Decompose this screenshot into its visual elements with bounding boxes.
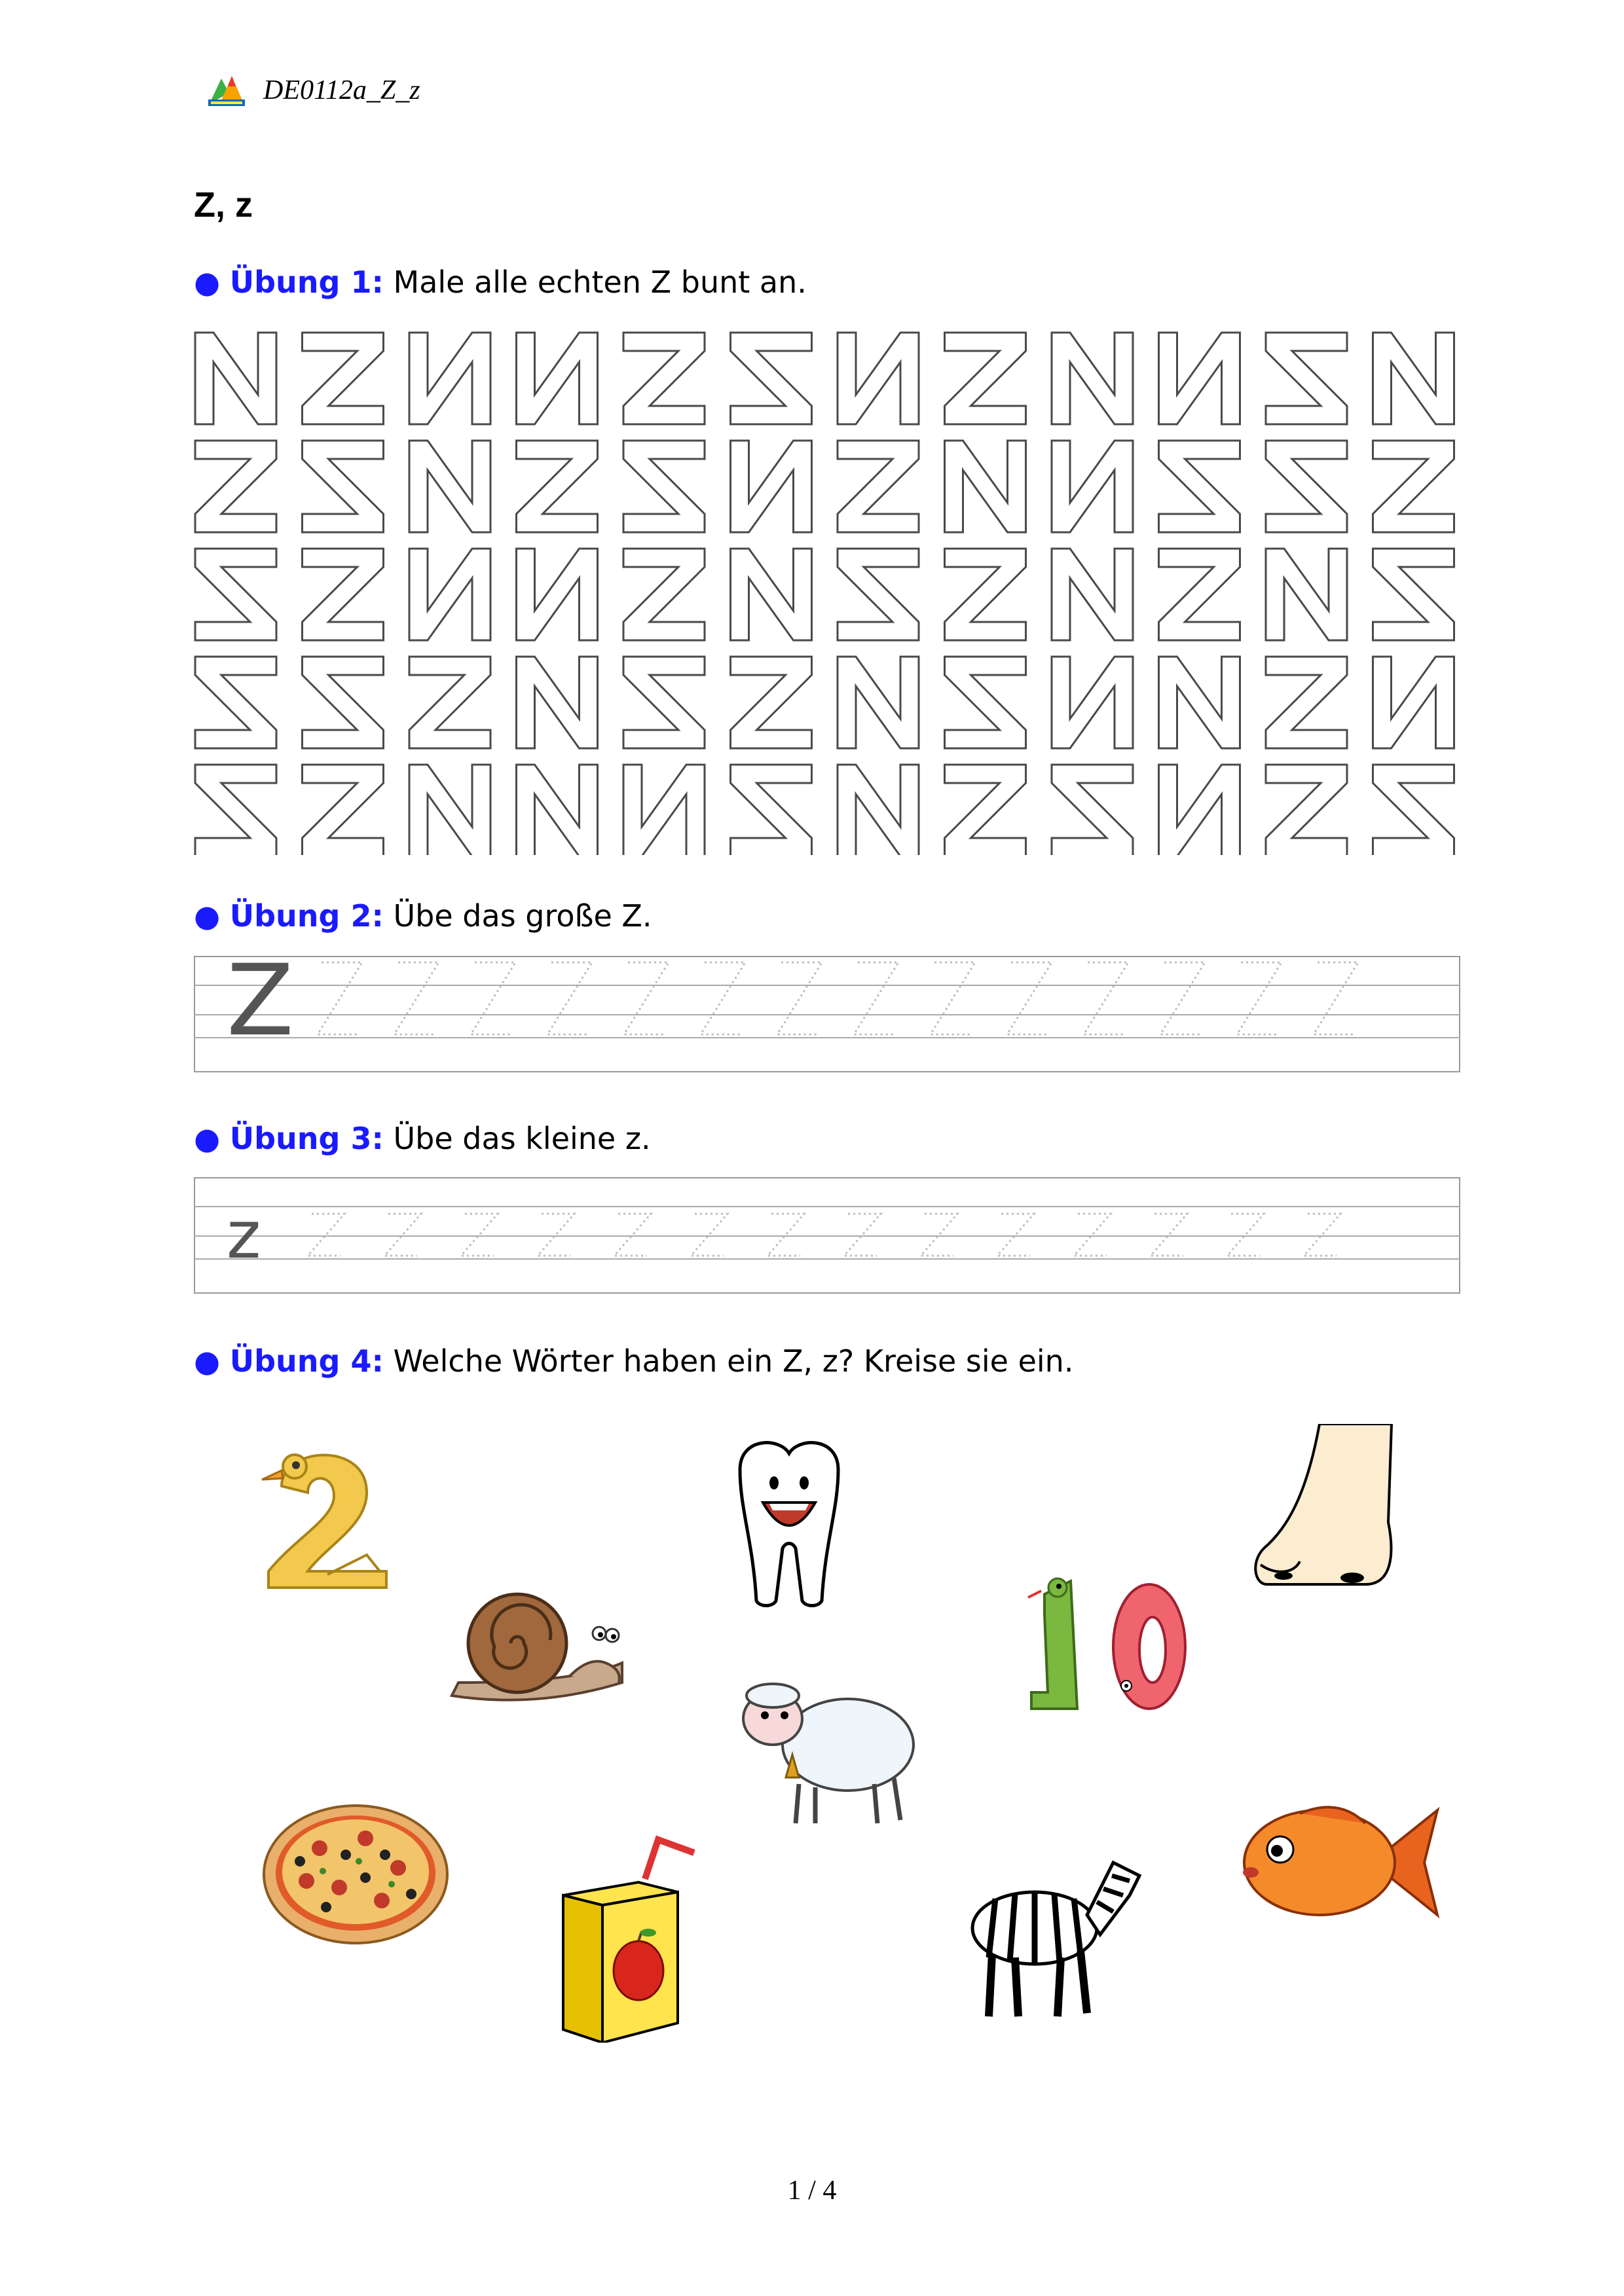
trace-letter[interactable] [701,962,745,1034]
exercise-3-instruction [194,1121,651,1156]
page-number: 1 / 4 [787,2176,837,2206]
grid-letter[interactable] [1373,549,1454,640]
letter-grid [194,331,1458,855]
grid-letter[interactable] [731,549,812,640]
grid-letter[interactable] [838,549,919,640]
grid-letter[interactable] [409,657,490,748]
trace-letter[interactable] [767,1214,804,1256]
grid-letter[interactable] [303,333,384,424]
pizza-icon[interactable] [261,1802,451,1946]
trace-letter[interactable] [921,1214,957,1256]
grid-letter[interactable] [1266,441,1347,532]
trace-letter[interactable] [471,962,515,1034]
lowercase-tracing-lines[interactable] [194,1177,1460,1294]
trace-letter[interactable] [997,1214,1034,1256]
bullet: ● [194,264,221,300]
trace-letter[interactable] [1151,1214,1187,1256]
trace-letter[interactable] [777,962,822,1034]
exercise-label: Übung 1: [229,264,384,300]
grid-letter[interactable] [945,549,1026,640]
grid-letter[interactable] [623,333,705,424]
exercise-text: Übe das große Z. [383,898,652,934]
grid-letter[interactable] [838,657,919,748]
trace-letter[interactable] [1227,1214,1264,1256]
model-letter: Z [227,956,294,1058]
grid-letter[interactable] [195,549,276,640]
grid-letter[interactable] [1159,333,1240,424]
trace-letter[interactable] [461,1214,498,1256]
grid-letter[interactable] [1266,549,1347,640]
trace-letter[interactable] [691,1214,728,1256]
grid-letter[interactable] [1266,657,1347,748]
exercise-label: Übung 4: [229,1343,384,1379]
snail-icon[interactable] [445,1584,629,1709]
grid-letter[interactable] [1373,765,1454,855]
trace-letter[interactable] [931,962,975,1034]
grid-letter[interactable] [195,657,276,748]
grid-letter[interactable] [409,441,490,532]
grid-letter[interactable] [517,333,598,424]
exercise-text: Male alle echten Z bunt an. [383,264,807,300]
trace-letter[interactable] [854,962,898,1034]
trace-letter[interactable] [318,962,362,1034]
page-title: Z, z [194,185,253,225]
grid-letter[interactable] [409,549,490,640]
grid-letter[interactable] [623,765,705,855]
grid-letter[interactable] [303,549,384,640]
nose-icon[interactable] [1254,1424,1401,1588]
grid-letter[interactable] [195,333,276,424]
number-two-swan-icon[interactable] [255,1440,393,1591]
trace-letter[interactable] [1314,962,1358,1034]
fish-icon[interactable] [1241,1797,1444,1928]
tooth-icon[interactable] [727,1437,851,1607]
grid-letter[interactable] [195,765,276,855]
trace-letter[interactable] [614,1214,651,1256]
exercise-label: Übung 3: [229,1121,384,1156]
grid-letter[interactable] [623,549,705,640]
grid-letter[interactable] [1266,765,1347,855]
grid-letter[interactable] [1052,549,1133,640]
trace-letter[interactable] [394,962,439,1034]
model-letter: z [227,1197,261,1273]
number-ten-icon[interactable] [1018,1568,1195,1715]
grid-letter[interactable] [1159,441,1240,532]
grid-letter[interactable] [1373,333,1454,424]
grid-letter[interactable] [731,657,812,748]
trace-letter[interactable] [547,962,592,1034]
grid-letter[interactable] [731,441,812,532]
grid-letter[interactable] [1159,549,1240,640]
grid-letter[interactable] [517,441,598,532]
grid-letter[interactable] [1052,765,1133,855]
trace-letter[interactable] [308,1214,344,1256]
exercise-text: Welche Wörter haben ein Z, z? Kreise sie ein. [383,1343,1074,1379]
bullet: ● [194,1121,221,1156]
grid-letter[interactable] [303,657,384,748]
trace-letter[interactable] [1160,962,1205,1034]
bullet: ● [194,898,221,934]
grid-letter[interactable] [517,549,598,640]
juice-box-icon[interactable] [560,1833,697,2043]
grid-letter[interactable] [945,765,1026,855]
trace-letter[interactable] [538,1214,574,1256]
grid-letter[interactable] [303,765,384,855]
trace-letter[interactable] [1074,1214,1111,1256]
exercise-2-instruction [194,898,652,934]
grid-letter[interactable] [731,333,812,424]
grid-letter[interactable] [1266,333,1347,424]
exercise-1-instruction [194,264,807,300]
grid-letter[interactable] [945,441,1026,532]
publisher-logo [208,73,245,107]
uppercase-tracing-lines[interactable] [194,956,1460,1072]
zebra-icon[interactable] [963,1850,1146,2023]
grid-letter[interactable] [517,657,598,748]
worksheet-code: DE0112a_Z_z [263,75,420,105]
grid-letter[interactable] [1159,657,1240,748]
grid-letter[interactable] [1052,657,1133,748]
exercise-text: Übe das kleine z. [383,1121,651,1156]
grid-letter[interactable] [1373,441,1454,532]
grid-letter[interactable] [1373,657,1454,748]
grid-letter[interactable] [838,441,919,532]
trace-letter[interactable] [1084,962,1128,1034]
bullet: ● [194,1343,221,1379]
trace-letter[interactable] [1304,1214,1340,1256]
grid-letter[interactable] [838,333,919,424]
grid-letter[interactable] [517,765,598,855]
grid-letter[interactable] [623,441,705,532]
grid-letter[interactable] [945,657,1026,748]
grid-letter[interactable] [945,333,1026,424]
grid-letter[interactable] [1052,333,1133,424]
grid-letter[interactable] [838,765,919,855]
grid-letter[interactable] [303,441,384,532]
grid-letter[interactable] [731,765,812,855]
trace-letter[interactable] [844,1214,881,1256]
grid-letter[interactable] [1052,441,1133,532]
grid-letter[interactable] [195,441,276,532]
trace-letter[interactable] [1007,962,1052,1034]
exercise-4-instruction [194,1343,1073,1379]
sheep-icon[interactable] [733,1666,923,1830]
grid-letter[interactable] [623,657,705,748]
trace-letter[interactable] [1237,962,1282,1034]
trace-letter[interactable] [384,1214,421,1256]
exercise-label: Übung 2: [229,898,384,934]
grid-letter[interactable] [409,765,490,855]
grid-letter[interactable] [409,333,490,424]
grid-letter[interactable] [1159,765,1240,855]
trace-letter[interactable] [624,962,669,1034]
